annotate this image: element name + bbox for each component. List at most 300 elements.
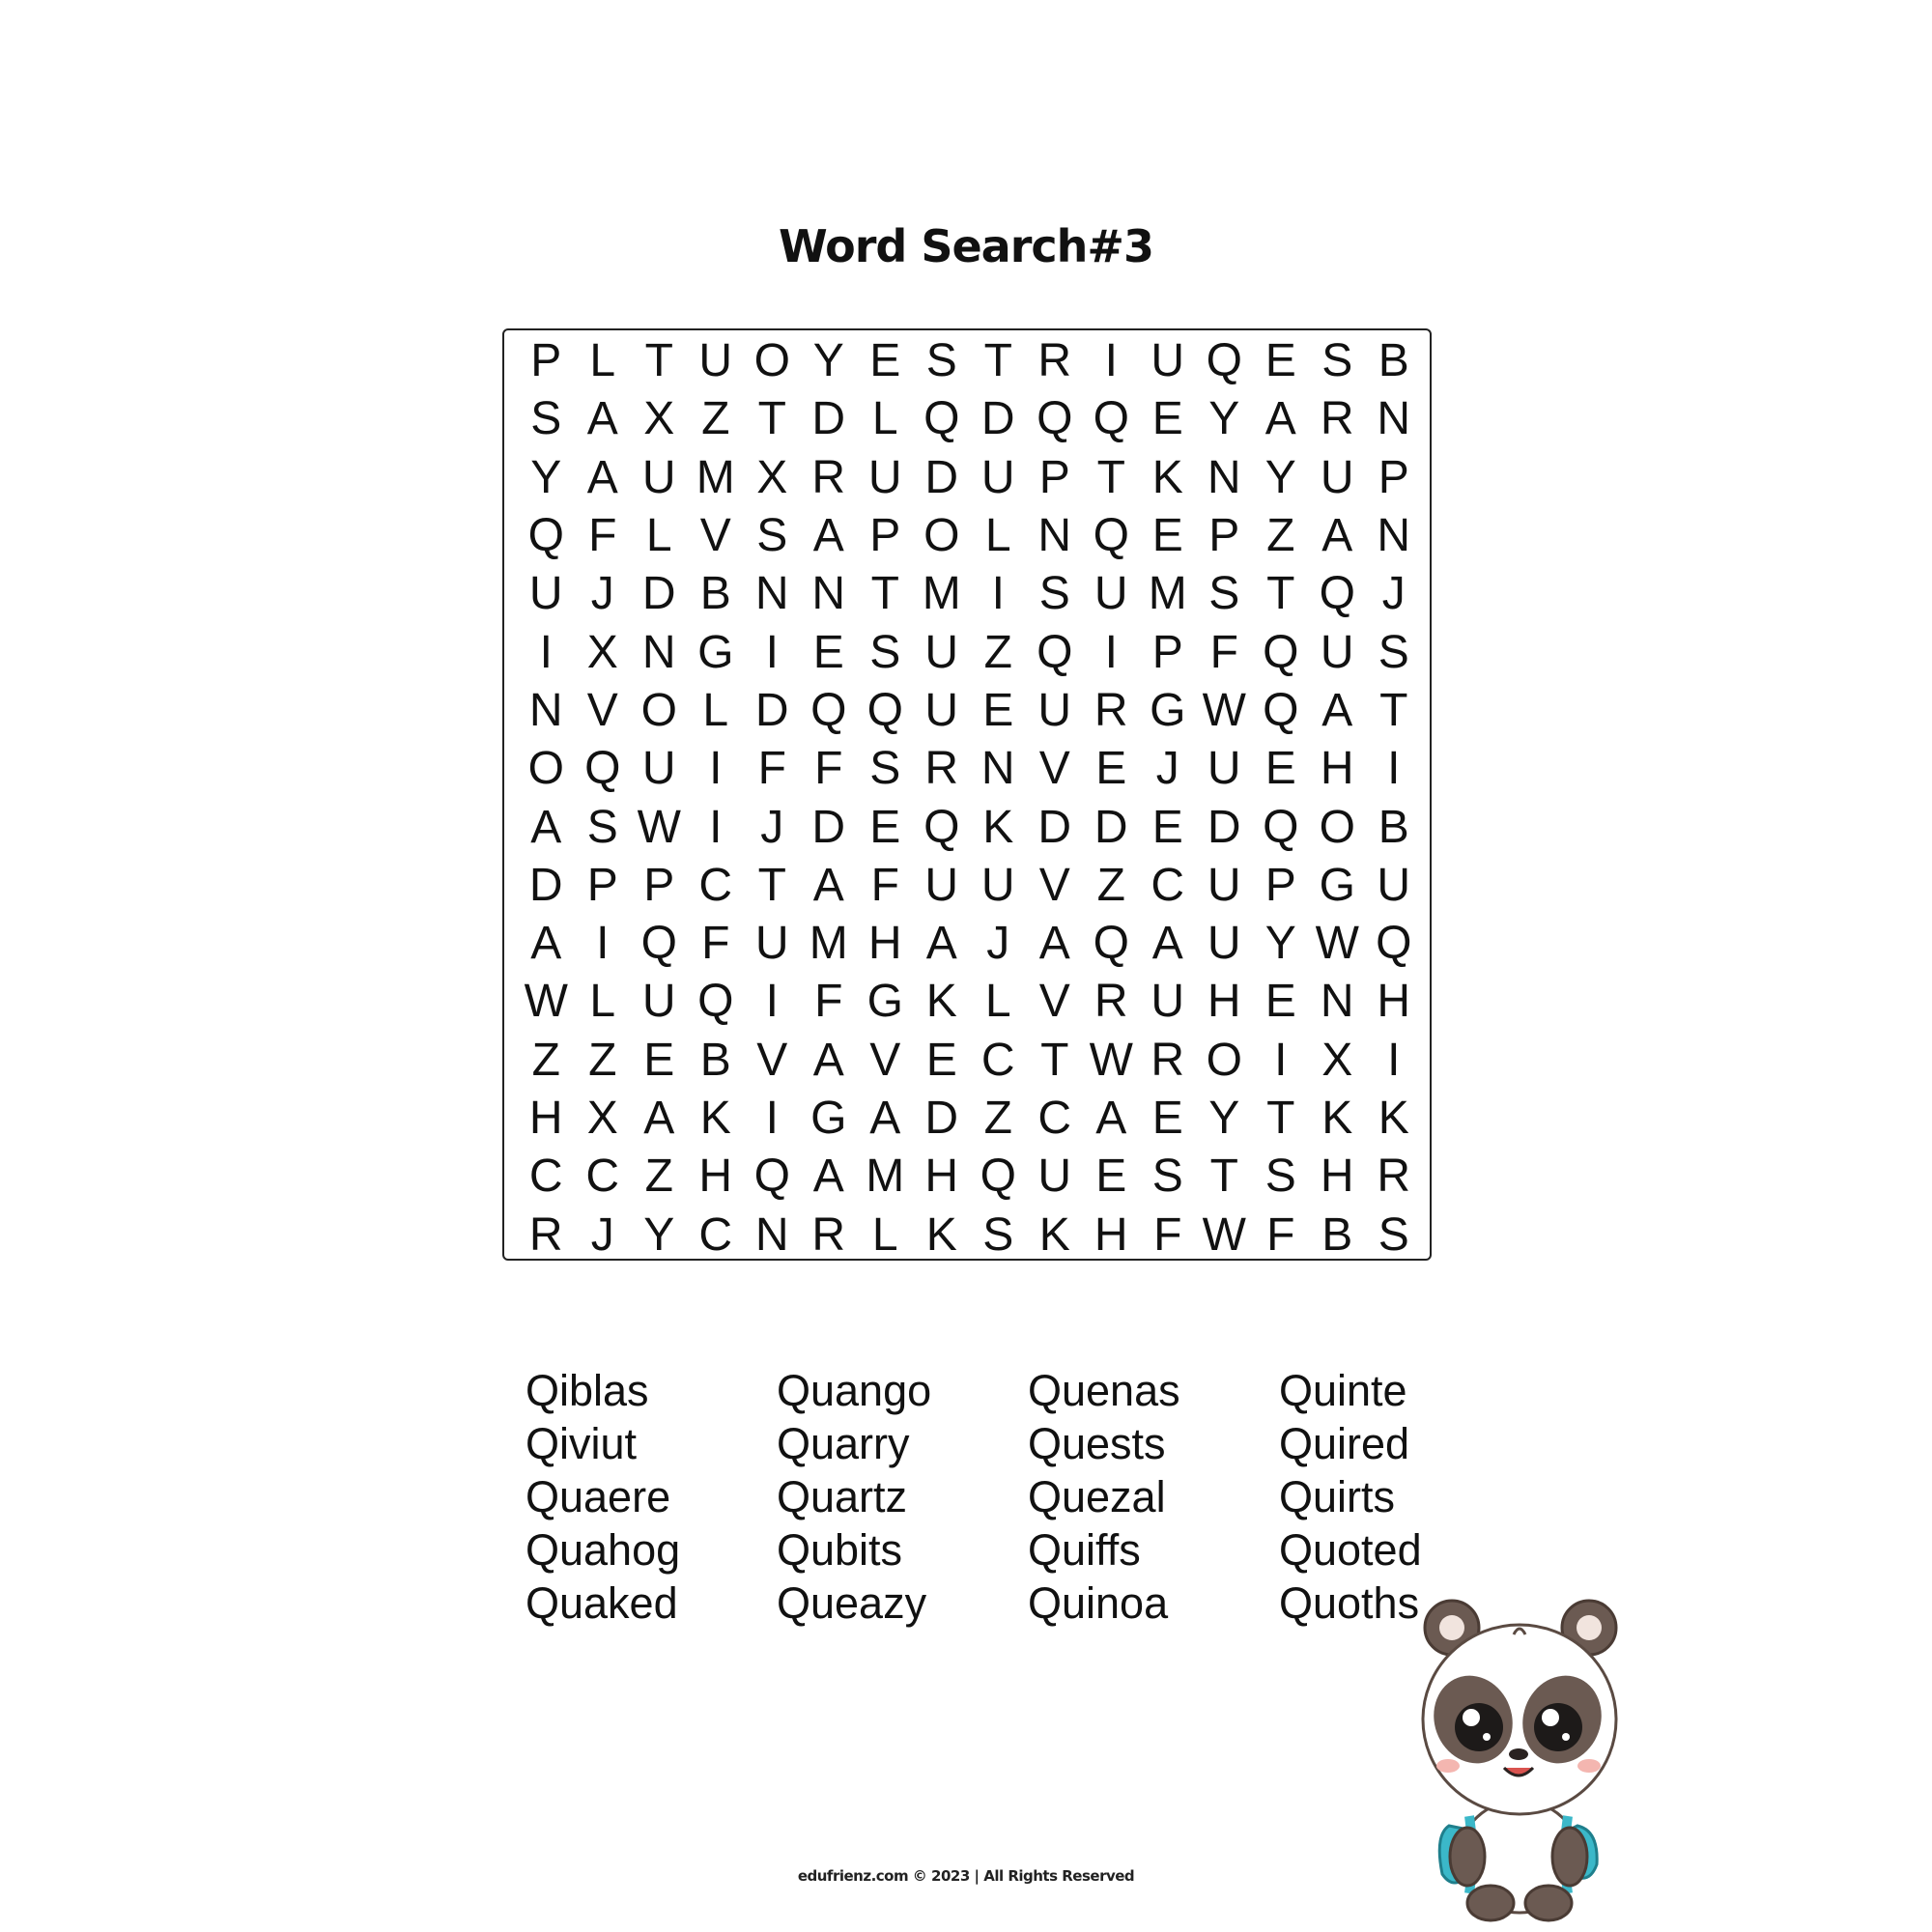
grid-letter: M (696, 451, 735, 503)
grid-letter: V (586, 684, 618, 736)
word-item: Quoths (1279, 1578, 1420, 1628)
grid-letter: E (1264, 335, 1296, 387)
grid-letter: J (590, 1208, 614, 1261)
word-item: Qubits (777, 1525, 903, 1575)
grid-letter: I (1387, 1034, 1401, 1086)
grid-letter: V (1038, 859, 1070, 911)
grid-letter: R (528, 1208, 563, 1261)
grid-letter: I (709, 743, 723, 795)
grid-letter: D (528, 859, 563, 911)
grid-letter: K (1378, 1093, 1409, 1144)
grid-letter: K (925, 976, 957, 1028)
grid-letter: Z (1266, 510, 1295, 562)
grid-letter: E (643, 1034, 675, 1086)
grid-letter: O (753, 335, 790, 387)
grid-letter: U (1207, 918, 1241, 970)
grid-letter: E (1264, 743, 1296, 795)
grid-letter: R (1094, 684, 1128, 736)
grid-letter: U (867, 451, 902, 503)
grid-letter: Z (1096, 859, 1125, 911)
grid-letter: K (1151, 451, 1183, 503)
grid-letter: W (1315, 918, 1359, 970)
word-item: Qiviut (526, 1419, 638, 1468)
grid-letter: I (1104, 626, 1118, 678)
grid-letter: H (1094, 1208, 1128, 1261)
grid-letter: Y (1208, 1093, 1240, 1144)
grid-letter: U (528, 568, 563, 620)
grid-letter: A (812, 1151, 844, 1203)
word-item: Quirts (1279, 1472, 1396, 1521)
grid-letter: N (1207, 451, 1241, 503)
word-item: Quezal (1028, 1472, 1166, 1521)
grid-letter: I (709, 801, 723, 853)
grid-letter: Q (753, 1151, 790, 1203)
grid-letter: N (811, 568, 846, 620)
grid-letter: A (643, 1093, 675, 1144)
grid-letter: T (1266, 1093, 1295, 1144)
grid-letter: Q (1093, 918, 1129, 970)
grid-letter: H (1320, 743, 1354, 795)
grid-letter: O (640, 684, 677, 736)
grid-letter: A (812, 510, 844, 562)
grid-letter: N (528, 684, 563, 736)
grid-letter: R (1151, 1034, 1185, 1086)
grid-letter: S (1038, 568, 1070, 620)
grid-letter: S (925, 335, 957, 387)
grid-letter: U (641, 743, 676, 795)
grid-letter: I (765, 626, 779, 678)
grid-letter: E (869, 335, 901, 387)
grid-row (518, 915, 1422, 973)
grid-letter: N (1037, 510, 1072, 562)
grid-letter: N (1377, 393, 1411, 445)
grid-letter: F (757, 743, 786, 795)
grid-letter: G (867, 976, 903, 1028)
word-item: Quaked (526, 1578, 678, 1628)
letter-grid (518, 330, 1422, 1263)
grid-letter: E (1095, 743, 1127, 795)
grid-letter: A (586, 393, 618, 445)
grid-letter: K (1038, 1208, 1070, 1261)
grid-letter: Q (1376, 918, 1412, 970)
grid-letter: W (1202, 684, 1246, 736)
grid-letter: U (924, 626, 959, 678)
grid-letter: L (645, 510, 672, 562)
grid-letter: U (1094, 568, 1128, 620)
grid-row (518, 565, 1422, 623)
grid-letter: U (754, 918, 789, 970)
grid-row (518, 857, 1422, 915)
grid-letter: U (924, 684, 959, 736)
grid-letter: M (809, 918, 848, 970)
grid-letter: U (1320, 626, 1354, 678)
grid-letter: M (1148, 568, 1187, 620)
grid-letter: E (982, 684, 1014, 736)
grid-letter: Q (923, 393, 960, 445)
grid-letter: A (1095, 1093, 1127, 1144)
grid-letter: Q (1093, 393, 1129, 445)
grid-letter: A (1151, 918, 1183, 970)
grid-letter: T (1379, 684, 1408, 736)
grid-letter: A (586, 451, 618, 503)
grid-letter: Q (1037, 393, 1073, 445)
grid-letter: H (924, 1151, 959, 1203)
grid-letter: E (1151, 510, 1183, 562)
grid-letter: Y (1264, 451, 1296, 503)
grid-letter: P (869, 510, 901, 562)
word-item: Quahog (526, 1525, 681, 1575)
grid-letter: I (1274, 1034, 1288, 1086)
grid-letter: U (1151, 335, 1185, 387)
grid-letter: S (1378, 1208, 1409, 1261)
grid-letter: N (754, 568, 789, 620)
grid-row (518, 1148, 1422, 1206)
grid-letter: C (528, 1151, 563, 1203)
grid-letter: T (983, 335, 1012, 387)
grid-letter: U (1037, 684, 1072, 736)
grid-letter: F (588, 510, 617, 562)
word-item: Quinoa (1028, 1578, 1169, 1628)
grid-letter: S (1151, 1151, 1183, 1203)
grid-letter: Z (701, 393, 730, 445)
word-item: Quired (1279, 1419, 1410, 1468)
grid-letter: I (1104, 335, 1118, 387)
grid-letter: P (586, 859, 618, 911)
grid-letter: O (923, 510, 960, 562)
grid-letter: D (1094, 801, 1128, 853)
word-item: Qiblas (526, 1366, 649, 1415)
grid-letter: Q (1319, 568, 1355, 620)
grid-letter: S (586, 801, 618, 853)
grid-row (518, 449, 1422, 507)
grid-letter: S (1208, 568, 1240, 620)
grid-letter: J (590, 568, 614, 620)
grid-letter: W (1089, 1034, 1133, 1086)
word-item: Quenas (1028, 1366, 1180, 1415)
grid-letter: E (1264, 976, 1296, 1028)
grid-letter: Z (983, 626, 1012, 678)
grid-letter: Y (1264, 918, 1296, 970)
grid-letter: Y (643, 1208, 675, 1261)
grid-letter: K (1321, 1093, 1353, 1144)
grid-letter: T (1040, 1034, 1069, 1086)
grid-letter: R (1377, 1151, 1411, 1203)
grid-letter: P (1038, 451, 1070, 503)
grid-letter: V (756, 1034, 788, 1086)
grid-letter: I (765, 976, 779, 1028)
grid-letter: T (1266, 568, 1295, 620)
grid-letter: A (812, 859, 844, 911)
grid-letter: D (811, 801, 846, 853)
grid-letter: P (530, 335, 562, 387)
grid-letter: Y (812, 335, 844, 387)
grid-letter: C (698, 1208, 733, 1261)
grid-letter: Q (1263, 684, 1299, 736)
grid-letter: T (757, 859, 786, 911)
copyright-footer: edufrienz.com © 2023 | All Rights Reserved (797, 1867, 1135, 1885)
grid-letter: U (1151, 976, 1185, 1028)
grid-letter: N (1320, 976, 1354, 1028)
grid-letter: S (530, 393, 562, 445)
grid-letter: P (1208, 510, 1240, 562)
grid-letter: T (1209, 1151, 1238, 1203)
grid-letter: H (528, 1093, 563, 1144)
grid-letter: K (982, 801, 1014, 853)
grid-letter: A (530, 918, 562, 970)
grid-row (518, 1032, 1422, 1090)
grid-letter: Q (640, 918, 677, 970)
grid-letter: Q (1037, 626, 1073, 678)
grid-letter: Q (1093, 510, 1129, 562)
grid-letter: N (641, 626, 676, 678)
grid-letter: B (699, 568, 731, 620)
grid-letter: W (637, 801, 681, 853)
grid-letter: S (1321, 335, 1353, 387)
grid-letter: H (698, 1151, 733, 1203)
grid-letter: A (925, 918, 957, 970)
grid-letter: B (699, 1034, 731, 1086)
word-item: Quarry (777, 1419, 910, 1468)
word-item: Quango (777, 1366, 932, 1415)
grid-letter: Z (588, 1034, 617, 1086)
grid-letter: Z (531, 1034, 560, 1086)
grid-letter: A (812, 1034, 844, 1086)
grid-letter: Q (867, 684, 903, 736)
grid-letter: E (1151, 801, 1183, 853)
grid-letter: D (1207, 801, 1241, 853)
grid-letter: A (869, 1093, 901, 1144)
word-item: Quaere (526, 1472, 671, 1521)
grid-letter: Q (697, 976, 734, 1028)
grid-letter: F (870, 859, 899, 911)
grid-letter: X (1321, 1034, 1353, 1086)
grid-letter: D (1037, 801, 1072, 853)
grid-letter: F (814, 976, 843, 1028)
grid-letter: R (1094, 976, 1128, 1028)
page-title: Word Search#3 (779, 220, 1153, 272)
grid-letter: G (697, 626, 734, 678)
grid-letter: M (922, 568, 961, 620)
word-column (1028, 1364, 1260, 1630)
grid-letter: D (924, 1093, 959, 1144)
grid-letter: W (1202, 1208, 1246, 1261)
grid-letter: Q (1263, 626, 1299, 678)
grid-letter: T (870, 568, 899, 620)
grid-letter: V (869, 1034, 901, 1086)
word-item: Quiffs (1028, 1525, 1141, 1575)
grid-letter: S (869, 743, 901, 795)
grid-letter: Q (527, 510, 564, 562)
word-item: Quartz (777, 1472, 908, 1521)
grid-letter: A (530, 801, 562, 853)
grid-letter: F (1266, 1208, 1295, 1261)
grid-letter: U (980, 451, 1015, 503)
grid-letter: N (1377, 510, 1411, 562)
grid-letter: I (539, 626, 553, 678)
grid-letter: D (754, 684, 789, 736)
grid-letter: H (1207, 976, 1241, 1028)
grid-letter: U (980, 859, 1015, 911)
grid-row (518, 740, 1422, 798)
grid-letter: G (810, 1093, 847, 1144)
grid-letter: A (1321, 684, 1353, 736)
grid-row (518, 332, 1422, 390)
grid-letter: X (586, 626, 618, 678)
grid-letter: E (1151, 393, 1183, 445)
grid-letter: O (1319, 801, 1355, 853)
grid-letter: K (925, 1208, 957, 1261)
grid-letter: J (1381, 568, 1406, 620)
grid-letter: L (589, 976, 616, 1028)
grid-letter: Q (584, 743, 621, 795)
grid-letter: C (585, 1151, 620, 1203)
grid-letter: B (1378, 335, 1409, 387)
grid-letter: D (641, 568, 676, 620)
grid-letter: K (699, 1093, 731, 1144)
grid-letter: S (982, 1208, 1014, 1261)
grid-letter: H (1377, 976, 1411, 1028)
grid-letter: J (1155, 743, 1179, 795)
grid-letter: Q (810, 684, 847, 736)
word-item: Queazy (777, 1578, 927, 1628)
word-item: Quoted (1279, 1525, 1422, 1575)
grid-letter: Q (980, 1151, 1016, 1203)
grid-letter: H (867, 918, 902, 970)
grid-letter: X (586, 1093, 618, 1144)
grid-letter: V (699, 510, 731, 562)
grid-row (518, 1206, 1422, 1264)
grid-letter: U (1037, 1151, 1072, 1203)
grid-letter: N (754, 1208, 789, 1261)
grid-letter: Q (1263, 801, 1299, 853)
grid-letter: U (1377, 859, 1411, 911)
grid-letter: P (1151, 626, 1183, 678)
grid-letter: V (1038, 743, 1070, 795)
grid-letter: S (869, 626, 901, 678)
grid-letter: R (811, 451, 846, 503)
grid-letter: X (756, 451, 788, 503)
grid-letter: Z (644, 1151, 673, 1203)
grid-letter: U (924, 859, 959, 911)
grid-letter: F (701, 918, 730, 970)
word-column (526, 1364, 757, 1630)
grid-letter: G (1150, 684, 1186, 736)
grid-letter: F (1209, 626, 1238, 678)
grid-letter: E (925, 1034, 957, 1086)
grid-row (518, 973, 1422, 1031)
grid-letter: L (589, 335, 616, 387)
grid-letter: C (980, 1034, 1015, 1086)
grid-letter: A (1038, 918, 1070, 970)
grid-letter: U (1207, 859, 1241, 911)
grid-letter: R (811, 1208, 846, 1261)
grid-letter: N (980, 743, 1015, 795)
grid-letter: E (869, 801, 901, 853)
grid-letter: D (811, 393, 846, 445)
grid-row (518, 507, 1422, 565)
word-item: Quests (1028, 1419, 1166, 1468)
grid-letter: S (756, 510, 788, 562)
grid-letter: B (1378, 801, 1409, 853)
grid-letter: F (1153, 1208, 1182, 1261)
grid-letter: R (924, 743, 959, 795)
grid-letter: E (812, 626, 844, 678)
grid-letter: T (644, 335, 673, 387)
grid-letter: L (871, 1208, 898, 1261)
grid-letter: X (643, 393, 675, 445)
grid-letter: L (702, 684, 729, 736)
grid-letter: E (1151, 1093, 1183, 1144)
grid-letter: R (1037, 335, 1072, 387)
grid-letter: Y (530, 451, 562, 503)
grid-letter: P (643, 859, 675, 911)
grid-letter: L (984, 510, 1011, 562)
grid-letter: T (757, 393, 786, 445)
grid-letter: Y (1208, 393, 1240, 445)
grid-letter: U (641, 451, 676, 503)
grid-letter: A (1264, 393, 1296, 445)
grid-letter: J (986, 918, 1010, 970)
grid-letter: L (984, 976, 1011, 1028)
grid-row (518, 1090, 1422, 1148)
grid-letter: P (1264, 859, 1296, 911)
grid-letter: M (866, 1151, 905, 1203)
word-column (777, 1364, 1009, 1630)
grid-row (518, 682, 1422, 740)
grid-letter: I (596, 918, 610, 970)
grid-letter: C (1151, 859, 1185, 911)
grid-row (518, 798, 1422, 856)
grid-letter: G (1319, 859, 1355, 911)
grid-letter: W (524, 976, 568, 1028)
grid-letter: V (1038, 976, 1070, 1028)
grid-letter: C (1037, 1093, 1072, 1144)
word-item: Quinte (1279, 1366, 1407, 1415)
grid-row (518, 623, 1422, 681)
grid-letter: S (1378, 626, 1409, 678)
grid-letter: B (1321, 1208, 1353, 1261)
grid-letter: S (1264, 1151, 1296, 1203)
word-list (526, 1364, 1443, 1634)
grid-letter: R (1320, 393, 1354, 445)
grid-row (518, 390, 1422, 448)
word-search-grid (502, 328, 1432, 1261)
grid-letter: U (1207, 743, 1241, 795)
grid-letter: I (765, 1093, 779, 1144)
grid-letter: A (1321, 510, 1353, 562)
grid-letter: D (924, 451, 959, 503)
grid-letter: O (1206, 1034, 1242, 1086)
grid-letter: U (1320, 451, 1354, 503)
grid-letter: U (698, 335, 733, 387)
grid-letter: Q (1206, 335, 1242, 387)
grid-letter: U (641, 976, 676, 1028)
grid-letter: D (980, 393, 1015, 445)
grid-letter: Q (923, 801, 960, 853)
grid-letter: T (1096, 451, 1125, 503)
grid-letter: Z (983, 1093, 1012, 1144)
grid-letter: L (871, 393, 898, 445)
grid-letter: E (1095, 1151, 1127, 1203)
grid-letter: P (1378, 451, 1409, 503)
grid-letter: C (698, 859, 733, 911)
grid-letter: H (1320, 1151, 1354, 1203)
grid-letter: O (527, 743, 564, 795)
grid-letter: I (1387, 743, 1401, 795)
grid-letter: F (814, 743, 843, 795)
grid-letter: J (760, 801, 784, 853)
grid-letter: I (991, 568, 1005, 620)
